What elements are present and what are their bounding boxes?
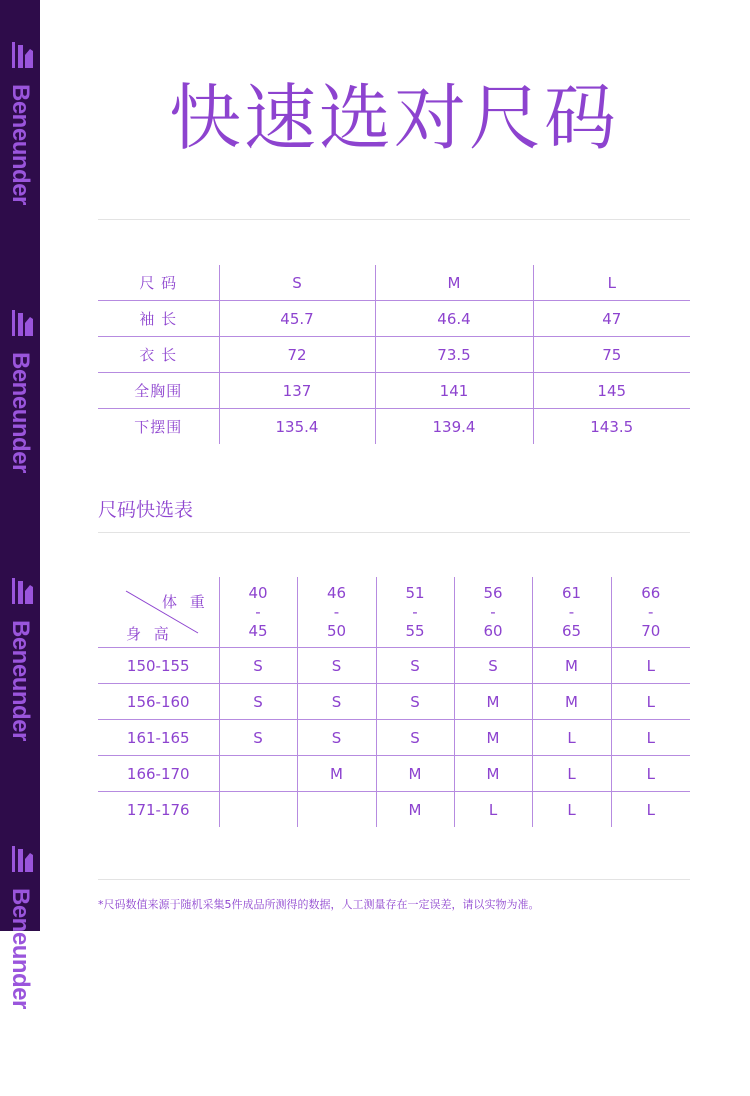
weight-range-header	[297, 577, 376, 648]
size-cell: M	[376, 792, 454, 828]
size-cell: M	[532, 684, 611, 720]
range-to: 45	[248, 621, 268, 640]
table-cell: 45.7	[219, 301, 375, 337]
divider	[98, 219, 690, 220]
range-sep: -	[568, 602, 575, 621]
range-from: 40	[248, 583, 268, 602]
size-chart-table	[98, 265, 690, 444]
measurement-label: 衣 长	[98, 337, 219, 373]
range-sep: -	[490, 602, 496, 621]
table-cell: 145	[533, 373, 690, 409]
table-row	[98, 337, 690, 373]
size-cell: S	[297, 684, 376, 720]
brand-mark	[0, 42, 40, 292]
size-cell: L	[611, 720, 690, 756]
range-to: 60	[483, 621, 503, 640]
measurement-label: 袖 长	[98, 301, 219, 337]
size-header-l: L	[533, 265, 690, 301]
size-cell: L	[532, 792, 611, 828]
brand-mark	[0, 846, 40, 1096]
range-from: 46	[326, 583, 347, 602]
height-range-label: 161-165	[98, 720, 219, 756]
range-sep: -	[255, 602, 261, 621]
table-cell: 137	[219, 373, 375, 409]
size-cell: M	[454, 684, 532, 720]
size-cell: S	[376, 648, 454, 684]
table-cell: 135.4	[219, 409, 375, 445]
size-cell: L	[532, 720, 611, 756]
brand-sidebar	[0, 0, 40, 1009]
table-cell: 143.5	[533, 409, 690, 445]
table-cell: 139.4	[375, 409, 533, 445]
range-to: 50	[326, 621, 347, 640]
table-row	[98, 301, 690, 337]
table-cell: 141	[375, 373, 533, 409]
size-cell	[219, 756, 297, 792]
size-cell: S	[297, 648, 376, 684]
range-from: 51	[405, 583, 425, 602]
size-cell: S	[219, 720, 297, 756]
quick-pick-header-row	[98, 577, 690, 648]
section-title: 尺码快选表	[98, 499, 194, 521]
size-cell	[219, 792, 297, 828]
size-header-s: S	[219, 265, 375, 301]
range-sep: -	[412, 602, 418, 621]
size-cell: L	[454, 792, 532, 828]
size-cell: M	[376, 756, 454, 792]
weight-range-header	[532, 577, 611, 648]
brand-logo-icon	[9, 578, 33, 604]
quick-pick-table	[98, 577, 690, 827]
weight-range-header	[219, 577, 297, 648]
table-cell: 47	[533, 301, 690, 337]
range-from: 56	[483, 583, 503, 602]
table-row	[98, 792, 690, 828]
size-cell: M	[532, 648, 611, 684]
table-cell: 46.4	[375, 301, 533, 337]
divider	[98, 879, 690, 880]
size-cell: M	[454, 756, 532, 792]
height-range-label: 171-176	[98, 792, 219, 828]
measurement-label: 下摆围	[98, 409, 219, 445]
brand-mark	[0, 578, 40, 828]
footnote: *尺码数值来源于随机采集5件成品所测得的数据，人工测量存在一定误差，请以实物为准。	[98, 898, 540, 911]
brand-logo-icon	[9, 846, 33, 872]
size-cell: S	[297, 720, 376, 756]
table-cell: 73.5	[375, 337, 533, 373]
table-row	[98, 373, 690, 409]
diagonal-header-cell	[98, 577, 219, 648]
range-sep: -	[648, 602, 654, 621]
size-cell: S	[376, 684, 454, 720]
height-range-label: 166-170	[98, 756, 219, 792]
size-header-m: M	[375, 265, 533, 301]
divider	[98, 532, 690, 533]
brand-name: Beneunder	[7, 84, 34, 205]
table-row	[98, 409, 690, 445]
table-row	[98, 756, 690, 792]
size-cell: M	[454, 720, 532, 756]
size-cell: S	[454, 648, 532, 684]
size-cell: L	[532, 756, 611, 792]
size-cell: L	[611, 684, 690, 720]
table-cell: 72	[219, 337, 375, 373]
size-cell	[297, 792, 376, 828]
size-cell: L	[611, 756, 690, 792]
range-to: 55	[405, 621, 425, 640]
size-cell: M	[297, 756, 376, 792]
brand-name: Beneunder	[7, 352, 34, 473]
size-header-label: 尺 码	[98, 265, 219, 301]
brand-logo-icon	[9, 310, 33, 336]
size-chart-header-row	[98, 265, 690, 301]
brand-mark	[0, 310, 40, 560]
size-cell: S	[376, 720, 454, 756]
size-cell: L	[611, 792, 690, 828]
height-axis-label: 身 高	[126, 625, 173, 643]
size-cell: S	[219, 648, 297, 684]
weight-axis-label: 体 重	[162, 593, 209, 611]
page-title: 快速选对尺码	[168, 76, 619, 160]
measurement-label: 全胸围	[98, 373, 219, 409]
table-row	[98, 684, 690, 720]
table-row	[98, 648, 690, 684]
range-to: 65	[561, 621, 582, 640]
size-cell: L	[611, 648, 690, 684]
brand-name: Beneunder	[7, 888, 34, 1009]
range-from: 66	[641, 583, 661, 602]
weight-range-header	[611, 577, 690, 648]
height-range-label: 156-160	[98, 684, 219, 720]
range-from: 61	[561, 583, 582, 602]
height-range-label: 150-155	[98, 648, 219, 684]
brand-name: Beneunder	[7, 620, 34, 741]
size-cell: S	[219, 684, 297, 720]
weight-range-header	[376, 577, 454, 648]
weight-range-header	[454, 577, 532, 648]
range-to: 70	[641, 621, 661, 640]
table-row	[98, 720, 690, 756]
brand-logo-icon	[9, 42, 33, 68]
range-sep: -	[333, 602, 340, 621]
table-cell: 75	[533, 337, 690, 373]
